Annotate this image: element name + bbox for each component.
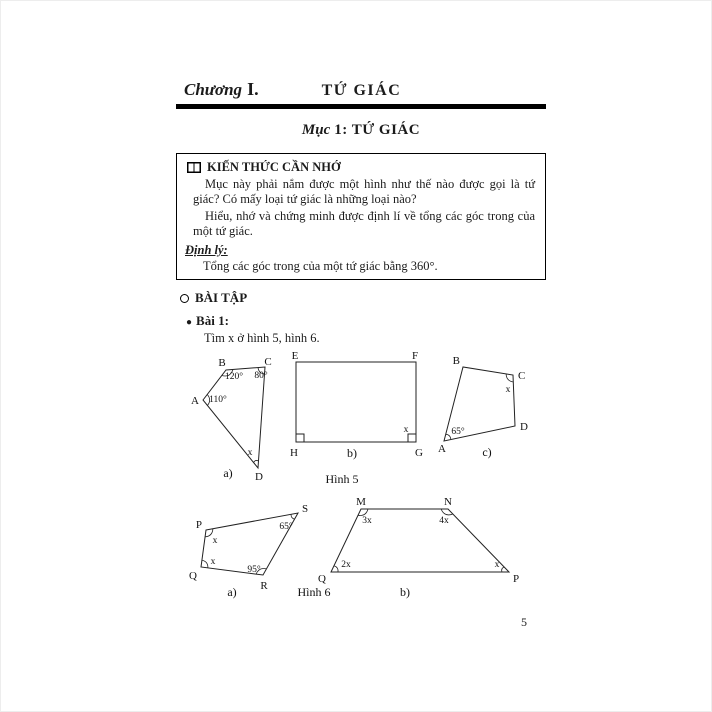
angle-label-a: 110° — [209, 395, 227, 405]
exercises-header — [176, 290, 546, 306]
knowledge-box-header — [187, 160, 537, 175]
knowledge-paragraph-1: Mục này phải nắm được một hình như thế nào được gọi là tứ giác? Có mấy loại tứ giác là những loại nào? — [193, 177, 535, 206]
angle-label-q: 2x — [341, 560, 351, 570]
vertex-label-d: D — [520, 421, 528, 433]
exercise-1-label: Bài 1: — [196, 313, 229, 328]
angle-arc-a — [446, 434, 451, 439]
vertex-label-c: C — [264, 356, 272, 368]
angle-label-b: 120° — [224, 372, 244, 382]
angle-label-c: x — [505, 385, 511, 395]
right-angle-mark-h — [296, 434, 304, 442]
vertex-label-g: G — [415, 447, 423, 459]
vertex-label-h: H — [290, 447, 298, 459]
subfigure-label-a: a) — [227, 585, 237, 599]
angle-label-s: 65° — [279, 522, 293, 532]
angle-arc-s — [291, 514, 295, 519]
subfigure-label-b: b) — [347, 446, 357, 460]
subfigure-label-a: a) — [223, 466, 233, 480]
angle-arc-d — [254, 460, 259, 462]
chapter-word: Chương — [184, 80, 243, 99]
theorem-label: Định lý: — [185, 243, 228, 257]
angle-label-m: 3x — [362, 516, 372, 526]
knowledge-paragraph-2: Hiểu, nhớ và chứng minh được định lí về tổng các góc trong của một tứ giác. — [193, 209, 535, 238]
vertex-label-a: A — [191, 395, 199, 407]
page-number: 5 — [521, 615, 527, 629]
figure-h6a — [189, 503, 308, 599]
vertex-label-b: B — [218, 357, 226, 369]
vertex-label-b: B — [452, 355, 460, 367]
vertex-label-f: F — [411, 352, 419, 362]
chapter-numeral: I. — [247, 79, 259, 99]
vertex-label-p: P — [513, 573, 520, 585]
vertex-label-a: A — [438, 443, 446, 455]
vertex-label-d: D — [255, 471, 263, 483]
subfigure-label-b: b) — [400, 585, 410, 599]
figure-caption-hinh6: Hình 6 — [297, 585, 331, 599]
angle-label-q: x — [210, 557, 216, 567]
chapter-title: TỨ GIÁC — [321, 82, 402, 99]
section-heading-word: Mục — [301, 122, 331, 138]
section-heading-title: 1: TỨ GIÁC — [334, 122, 421, 138]
angle-label-n: 4x — [439, 516, 449, 526]
angle-label-a: 65° — [451, 427, 465, 437]
angle-label-p: x — [494, 560, 500, 570]
angle-label-d: x — [247, 448, 253, 458]
vertex-label-s: S — [302, 503, 309, 515]
knowledge-box-title: KIẾN THỨC CẦN NHỚ — [207, 160, 341, 174]
right-angle-mark-g — [408, 434, 416, 442]
header-rule — [176, 104, 546, 109]
vertex-label-e: E — [291, 352, 299, 362]
vertex-label-q: Q — [189, 570, 197, 582]
figure-h5c — [438, 355, 528, 459]
vertex-label-p: P — [195, 519, 202, 531]
angle-label-r: 95° — [247, 565, 261, 575]
figure-h6b — [318, 496, 519, 599]
vertex-label-m: M — [356, 496, 366, 508]
knowledge-box — [176, 153, 546, 280]
figure-h5a — [191, 356, 272, 483]
section-heading — [176, 122, 546, 139]
exercises-title: BÀI TẬP — [195, 290, 248, 305]
subfigure-label-c: c) — [482, 445, 492, 459]
angle-label-c: 80° — [254, 371, 268, 381]
vertex-label-n: N — [444, 496, 452, 508]
rectangle-efgh — [296, 362, 416, 442]
trapezoid-mnpq — [331, 509, 509, 572]
angle-label-p: x — [212, 536, 218, 546]
figures-hinh5-hinh6 — [176, 352, 546, 607]
vertex-label-q: Q — [318, 573, 326, 585]
book-icon — [187, 162, 201, 173]
chapter-header — [176, 79, 546, 100]
exercise-1-label-row — [176, 313, 546, 329]
circle-bullet-icon — [180, 294, 189, 303]
figure-caption-hinh5: Hình 5 — [325, 472, 359, 486]
angle-arc-p — [502, 567, 504, 572]
angle-arc-q — [334, 566, 338, 572]
vertex-label-r: R — [260, 580, 268, 592]
exercise-1-text: Tìm x ở hình 5, hình 6. — [204, 331, 320, 345]
quadrilateral-abcd — [203, 367, 265, 468]
vertex-label-c: C — [518, 370, 526, 382]
theorem-text: Tổng các góc trong của một tứ giác bằng 360°. — [203, 259, 438, 273]
angle-label-g: x — [403, 425, 409, 435]
figure-h5b — [290, 352, 423, 460]
dot-bullet-icon: ● — [186, 317, 193, 328]
page-content — [176, 79, 546, 630]
